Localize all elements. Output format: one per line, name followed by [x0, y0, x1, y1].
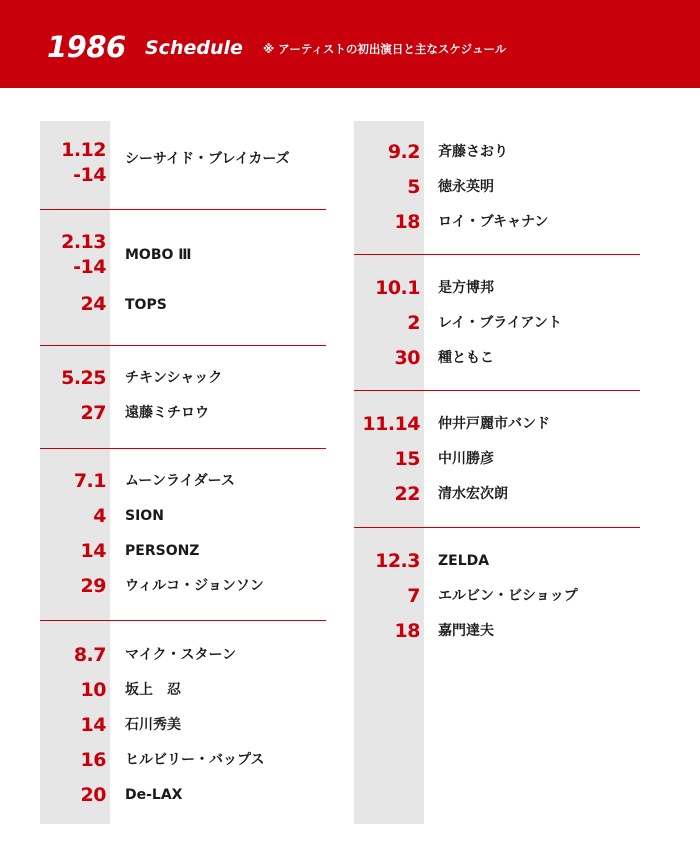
header-title: Schedule: [145, 37, 243, 59]
schedule-date: 20: [80, 784, 106, 806]
schedule-date: 30: [394, 347, 420, 369]
artist-name: 是方博邦: [438, 280, 494, 296]
header-note: ※ アーティストの初出演日と主なスケジュール: [263, 42, 507, 56]
artist-name: 遠藤ミチロウ: [125, 405, 209, 421]
artist-name: マイク・スターン: [125, 647, 237, 663]
schedule-date: 1.12: [61, 139, 106, 161]
artist-name: 斉藤さおり: [438, 144, 508, 160]
group-divider: [354, 390, 640, 391]
group-divider: [40, 209, 326, 210]
header-banner: [0, 0, 700, 88]
artist-name: エルビン・ビショップ: [438, 588, 578, 604]
schedule-date: 11.14: [362, 413, 420, 435]
artist-name: 嘉門達夫: [438, 623, 494, 639]
artist-name: ヒルビリー・バップス: [125, 752, 265, 768]
schedule-date: 9.2: [387, 141, 420, 163]
schedule-date: 5: [407, 176, 420, 198]
artist-name: レイ・ブライアント: [438, 315, 562, 331]
header-year: 1986: [47, 30, 126, 64]
schedule-date: 24: [80, 293, 106, 315]
schedule-date-continued: -14: [73, 164, 106, 186]
artist-name: De-LAX: [125, 787, 183, 803]
artist-name: ウィルコ・ジョンソン: [125, 578, 264, 594]
artist-name: 種ともこ: [438, 350, 494, 366]
group-divider: [40, 448, 326, 449]
artist-name: SION: [125, 508, 164, 524]
schedule-date: 12.3: [375, 550, 420, 572]
schedule-date: 29: [80, 575, 106, 597]
artist-name: MOBO Ⅲ: [125, 247, 192, 263]
artist-name: 清水宏次朗: [438, 486, 508, 502]
schedule-date: 4: [93, 505, 106, 527]
artist-name: 坂上 忍: [125, 682, 181, 698]
schedule-date: 7.1: [73, 470, 106, 492]
artist-name: シーサイド・ブレイカーズ: [125, 151, 290, 167]
schedule-date-continued: -14: [73, 256, 106, 278]
schedule-date: 16: [80, 749, 106, 771]
group-divider: [354, 527, 640, 528]
schedule-date: 18: [394, 620, 420, 642]
artist-name: ZELDA: [438, 553, 490, 569]
artist-name: TOPS: [125, 297, 167, 313]
artist-name: 徳永英明: [438, 179, 494, 195]
schedule-date: 15: [394, 448, 420, 470]
artist-name: 石川秀美: [125, 717, 181, 733]
schedule-date: 7: [407, 585, 420, 607]
schedule-date: 10.1: [375, 277, 420, 299]
group-divider: [354, 254, 640, 255]
artist-name: 仲井戸麗市バンド: [438, 416, 550, 432]
artist-name: PERSONZ: [125, 543, 200, 559]
artist-name: ロイ・ブキャナン: [438, 214, 549, 230]
schedule-date: 14: [80, 714, 106, 736]
artist-name: チキンシャック: [125, 370, 223, 386]
schedule-date: 10: [80, 679, 106, 701]
schedule-date: 2: [407, 312, 420, 334]
schedule-date: 14: [80, 540, 106, 562]
artist-name: 中川勝彦: [438, 451, 494, 467]
schedule-date: 2.13: [61, 231, 106, 253]
schedule-date: 27: [80, 402, 106, 424]
group-divider: [40, 345, 326, 346]
schedule-date: 8.7: [73, 644, 106, 666]
group-divider: [40, 620, 326, 621]
schedule-date: 22: [394, 483, 420, 505]
artist-name: ムーンライダース: [125, 473, 235, 489]
schedule-date: 18: [394, 211, 420, 233]
schedule-date: 5.25: [61, 367, 106, 389]
